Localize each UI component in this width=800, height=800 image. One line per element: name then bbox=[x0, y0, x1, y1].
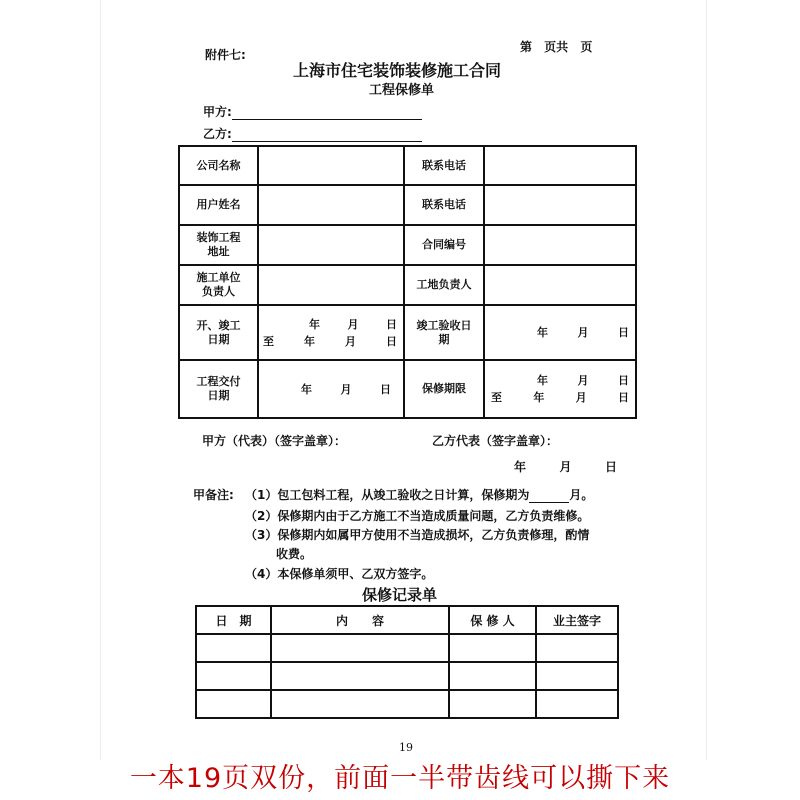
manager-field[interactable] bbox=[258, 265, 404, 305]
record-table bbox=[195, 605, 619, 719]
work-date-start bbox=[259, 316, 403, 333]
record-cell[interactable] bbox=[449, 634, 536, 662]
delivery-month: 月 bbox=[340, 382, 352, 396]
page-subtitle: 工程保修单 bbox=[369, 83, 435, 98]
warranty-months-blank[interactable] bbox=[529, 490, 569, 503]
work-end-day: 日 bbox=[386, 334, 397, 348]
record-cell[interactable] bbox=[449, 662, 536, 690]
party-b-signature-label: 乙方代表（签字盖章）： bbox=[432, 434, 559, 448]
work-end-year: 年 bbox=[304, 334, 315, 348]
note-item-3-cont: 收费。 bbox=[276, 547, 313, 561]
contract-no-field[interactable] bbox=[484, 225, 636, 265]
notes-label: 甲备注: bbox=[193, 488, 234, 502]
party-a-row bbox=[203, 103, 422, 120]
address-label-line1: 装饰工程 bbox=[196, 231, 241, 244]
user-name-field[interactable] bbox=[258, 185, 404, 225]
work-date-end bbox=[259, 333, 403, 350]
contact-phone-label-2: 联系电话 bbox=[404, 185, 484, 225]
work-end-month: 月 bbox=[345, 334, 356, 348]
record-header-owner-signature: 业主签字 bbox=[536, 606, 618, 634]
delivery-date bbox=[259, 381, 403, 398]
page-count-label: 第 页共 页 bbox=[520, 40, 593, 54]
record-cell[interactable] bbox=[196, 662, 271, 690]
record-title: 保修记录单 bbox=[362, 586, 438, 604]
work-date-field[interactable] bbox=[258, 305, 404, 360]
party-a-line[interactable] bbox=[232, 107, 422, 120]
acceptance-label-line2: 期 bbox=[438, 332, 450, 346]
acceptance-date bbox=[485, 324, 635, 341]
work-date-label-line1: 开、竣工 bbox=[196, 318, 241, 332]
acceptance-date-label bbox=[404, 305, 484, 360]
record-cell[interactable] bbox=[536, 690, 618, 718]
table-row bbox=[196, 690, 618, 718]
contact-phone-field-2[interactable] bbox=[484, 185, 636, 225]
note-item-1 bbox=[245, 486, 593, 503]
address-label-line2: 地址 bbox=[207, 245, 230, 258]
work-start-year: 年 bbox=[309, 317, 320, 331]
signature-month: 月 bbox=[559, 460, 572, 474]
work-date-label-line2: 日期 bbox=[207, 332, 230, 346]
party-a-signature-label: 甲方（代表）（签字盖章）： bbox=[202, 434, 347, 448]
delivery-date-label bbox=[179, 360, 258, 418]
signature-day: 日 bbox=[604, 460, 617, 474]
party-b-line[interactable] bbox=[232, 129, 422, 142]
address-field[interactable] bbox=[258, 225, 404, 265]
record-cell[interactable] bbox=[536, 662, 618, 690]
company-name-label: 公司名称 bbox=[179, 146, 258, 185]
work-start-month: 月 bbox=[347, 317, 359, 331]
contract-no-label: 合同编号 bbox=[404, 225, 484, 265]
acceptance-month: 月 bbox=[577, 326, 589, 339]
manager-label-line1: 施工单位 bbox=[196, 271, 241, 284]
record-header-content: 内 容 bbox=[271, 606, 449, 634]
note-1-suffix: 月。 bbox=[569, 488, 594, 502]
warranty-end-day: 日 bbox=[617, 391, 629, 404]
company-name-field[interactable] bbox=[258, 146, 404, 185]
note-item-3: （3）保修期内如属甲方使用不当造成损坏，乙方负责修理，酌情 bbox=[245, 528, 590, 542]
address-label bbox=[179, 225, 258, 265]
page-title: 上海市住宅装饰装修施工合同 bbox=[293, 61, 502, 80]
note-item-2: （2）保修期内由于乙方施工不当造成质量问题，乙方负责维修。 bbox=[245, 509, 590, 523]
record-cell[interactable] bbox=[196, 690, 271, 718]
work-start-day: 日 bbox=[386, 317, 397, 331]
record-cell[interactable] bbox=[271, 690, 449, 718]
record-cell[interactable] bbox=[271, 662, 449, 690]
warranty-period-label: 保修期限 bbox=[404, 360, 484, 418]
party-b-row bbox=[203, 125, 422, 142]
record-cell[interactable] bbox=[449, 690, 536, 718]
acceptance-label-line1: 竣工验收日 bbox=[416, 318, 472, 332]
warranty-start bbox=[485, 372, 635, 389]
contact-phone-label-1: 联系电话 bbox=[404, 146, 484, 185]
warranty-start-month: 月 bbox=[577, 374, 589, 387]
site-manager-field[interactable] bbox=[484, 265, 636, 305]
warranty-end-year: 年 bbox=[533, 391, 545, 404]
record-cell[interactable] bbox=[196, 634, 271, 662]
warranty-end-month: 月 bbox=[575, 391, 587, 404]
record-cell[interactable] bbox=[536, 634, 618, 662]
signature-date bbox=[514, 458, 617, 475]
party-b-label: 乙方: bbox=[203, 127, 232, 141]
site-manager-label: 工地负责人 bbox=[404, 265, 484, 305]
party-a-label: 甲方: bbox=[203, 105, 232, 119]
delivery-day: 日 bbox=[380, 382, 391, 396]
contact-phone-field-1[interactable] bbox=[484, 146, 636, 185]
user-name-label: 用户姓名 bbox=[179, 185, 258, 225]
table-row bbox=[196, 634, 618, 662]
manager-label-line2: 负责人 bbox=[202, 285, 235, 298]
signature-year: 年 bbox=[514, 460, 527, 474]
work-date-to: 至 bbox=[263, 334, 274, 348]
warranty-start-year: 年 bbox=[537, 374, 548, 387]
warranty-to: 至 bbox=[491, 391, 502, 404]
table-row bbox=[196, 662, 618, 690]
delivery-date-field[interactable] bbox=[258, 360, 404, 418]
warranty-form-table bbox=[178, 145, 637, 419]
warranty-end bbox=[485, 389, 635, 406]
product-caption: 一本19页双份，前面一半带齿线可以撕下来 bbox=[129, 763, 671, 794]
note-1-text: （1）包工包料工程，从竣工验收之日计算，保修期为 bbox=[245, 488, 530, 502]
page-number: 19 bbox=[399, 741, 413, 754]
warranty-period-field[interactable] bbox=[484, 360, 636, 418]
note-item-4: （4）本保修单须甲、乙双方签字。 bbox=[245, 567, 434, 581]
work-date-label bbox=[179, 305, 258, 360]
warranty-start-day: 日 bbox=[618, 374, 629, 387]
delivery-year: 年 bbox=[301, 382, 312, 396]
acceptance-year: 年 bbox=[537, 326, 548, 339]
attachment-label: 附件七: bbox=[205, 48, 246, 62]
manager-label bbox=[179, 265, 258, 305]
record-header-date: 日 期 bbox=[196, 606, 271, 634]
record-header-repairer: 保 修 人 bbox=[449, 606, 536, 634]
delivery-label-line2: 日期 bbox=[207, 389, 230, 402]
delivery-label-line1: 工程交付 bbox=[196, 375, 241, 388]
acceptance-date-field[interactable] bbox=[484, 305, 636, 360]
record-cell[interactable] bbox=[271, 634, 449, 662]
acceptance-day: 日 bbox=[618, 326, 629, 339]
